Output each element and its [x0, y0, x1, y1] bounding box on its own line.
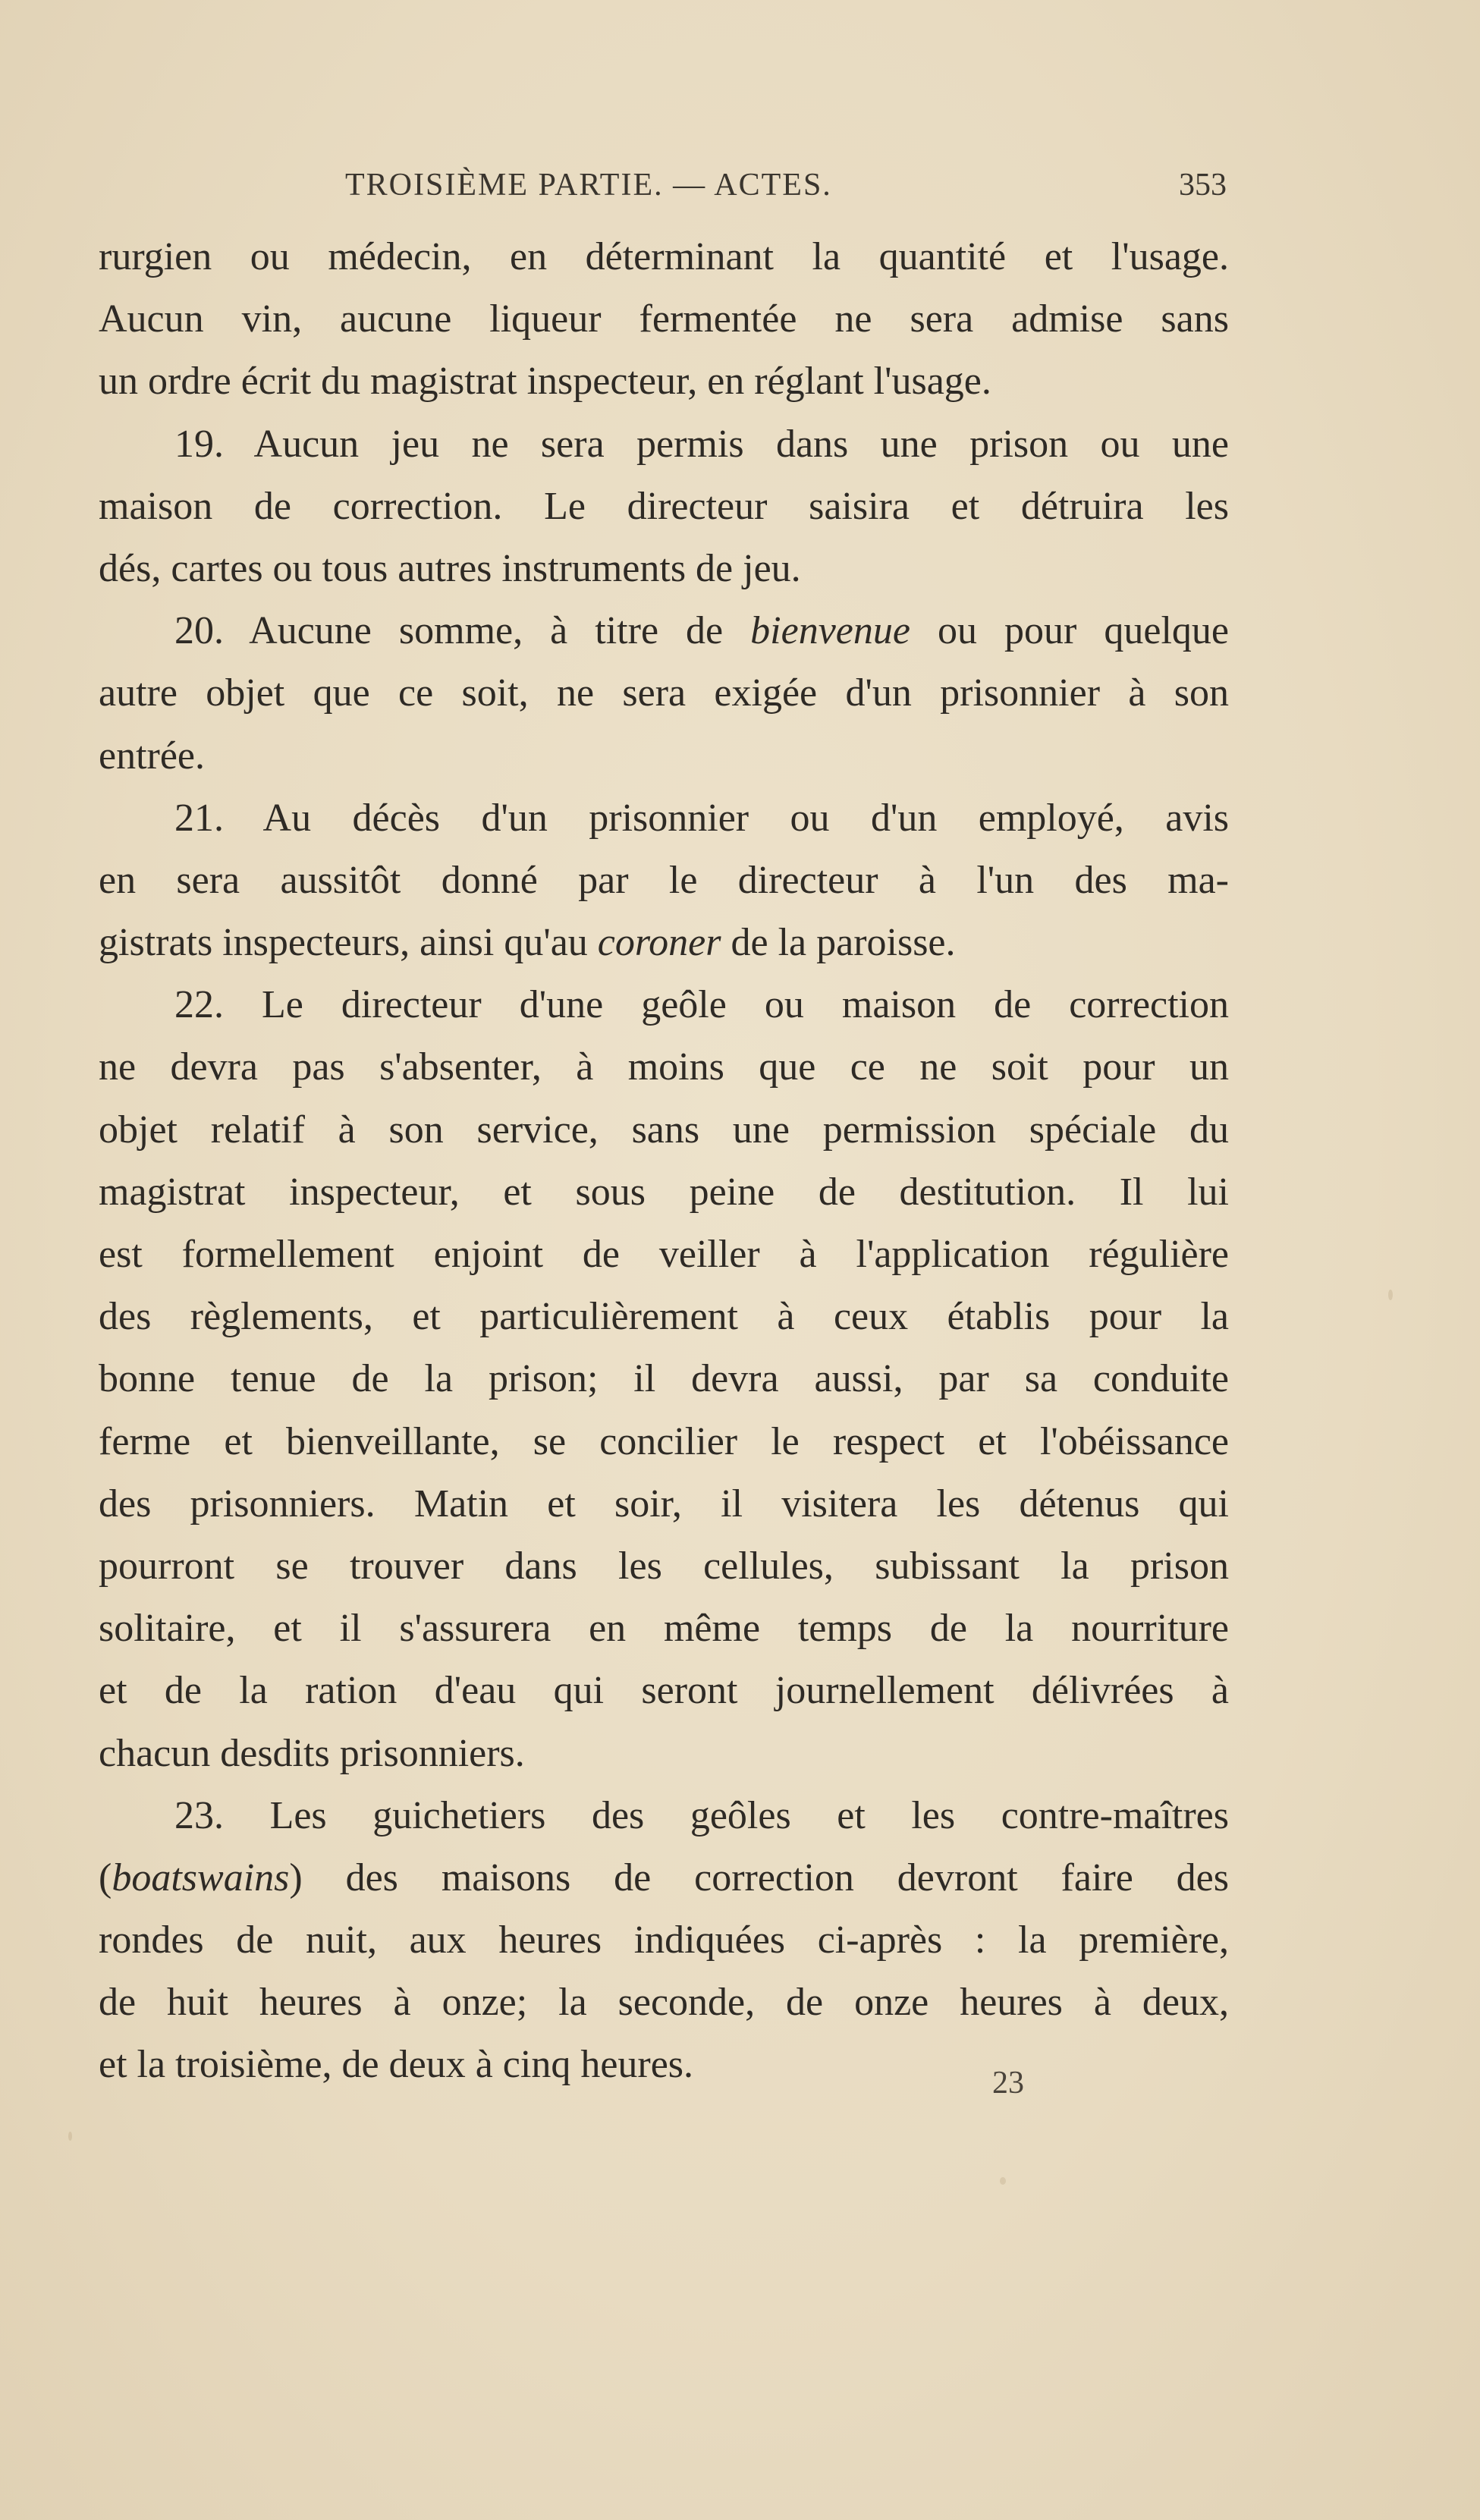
text-line: est formellement enjoint de veiller à l'application régulière	[99, 1233, 1229, 1276]
text-line: de huit heures à onze; la seconde, de onze heures à deux,	[99, 1981, 1229, 2025]
text-line: des règlements, et particulièrement à ceux établis pour la	[99, 1295, 1229, 1339]
text-line: un ordre écrit du magistrat inspecteur, en réglant l'usage.	[99, 360, 991, 404]
text-line: rurgien ou médecin, en déterminant la quantité et l'usage.	[99, 235, 1229, 278]
italic-term: bienvenue	[750, 609, 910, 653]
text-line: magistrat inspecteur, et sous peine de destitution. Il lui	[99, 1170, 1229, 1214]
text-line: et de la ration d'eau qui seront journellement délivrées à	[99, 1669, 1229, 1713]
body-text	[99, 226, 1229, 2097]
text-line: solitaire, et il s'assurera en même temps de la nourriture	[99, 1607, 1229, 1651]
italic-term: boatswains	[112, 1855, 290, 1899]
text-line: pourront se trouver dans les cellules, subissant la prison	[99, 1544, 1229, 1588]
text-line: des prisonniers. Matin et soir, il visitera les détenus qui	[99, 1482, 1229, 1526]
paper-stain	[1388, 1290, 1393, 1300]
text-line: chacun desdits prisonniers.	[99, 1731, 525, 1775]
text-line: 20. Aucune somme, à titre de bienvenue ou pour quelque	[174, 609, 1229, 653]
page-header	[345, 167, 1227, 212]
text-line: gistrats inspecteurs, ainsi qu'au coroner de la paroisse.	[99, 921, 956, 965]
paper-stain	[1000, 2177, 1006, 2185]
text-line: dés, cartes ou tous autres instruments de jeu.	[99, 546, 801, 590]
text-line: ne devra pas s'absenter, à moins que ce ne soit pour un	[99, 1045, 1229, 1089]
text-line: 21. Au décès d'un prisonnier ou d'un employé, avis	[174, 796, 1229, 840]
text-line: et la troisième, de deux à cinq heures.	[99, 2043, 694, 2087]
text-line: entrée.	[99, 734, 206, 778]
text-line: rondes de nuit, aux heures indiquées ci-après : la première,	[99, 1918, 1229, 1962]
text-line: 23. Les guichetiers des geôles et les contre-maîtres	[174, 1793, 1229, 1837]
text-line: en sera aussitôt donné par le directeur à l'un des ma-	[99, 858, 1229, 902]
text-line: 22. Le directeur d'une geôle ou maison de correction	[174, 983, 1229, 1027]
text-line: autre objet que ce soit, ne sera exigée d'un prisonnier à son	[99, 671, 1229, 715]
signature-mark: 23	[992, 2066, 1024, 2101]
text-line: maison de correction. Le directeur saisira et détruira les	[99, 484, 1229, 528]
italic-term: coroner	[597, 921, 721, 965]
running-head: TROISIÈME PARTIE. — ACTES.	[345, 168, 832, 203]
text-line: 19. Aucun jeu ne sera permis dans une prison ou une	[174, 422, 1229, 466]
text-line: objet relatif à son service, sans une permission spéciale du	[99, 1108, 1229, 1152]
text-line: bonne tenue de la prison; il devra aussi, par sa conduite	[99, 1357, 1229, 1401]
text-line: ferme et bienveillante, se concilier le respect et l'obéissance	[99, 1419, 1229, 1463]
text-line: Aucun vin, aucune liqueur fermentée ne sera admise sans	[99, 297, 1229, 341]
paper-stain	[68, 2132, 72, 2141]
text-line: (boatswains) des maisons de correction devront faire des	[99, 1855, 1229, 1899]
page-number: 353	[1179, 168, 1227, 203]
